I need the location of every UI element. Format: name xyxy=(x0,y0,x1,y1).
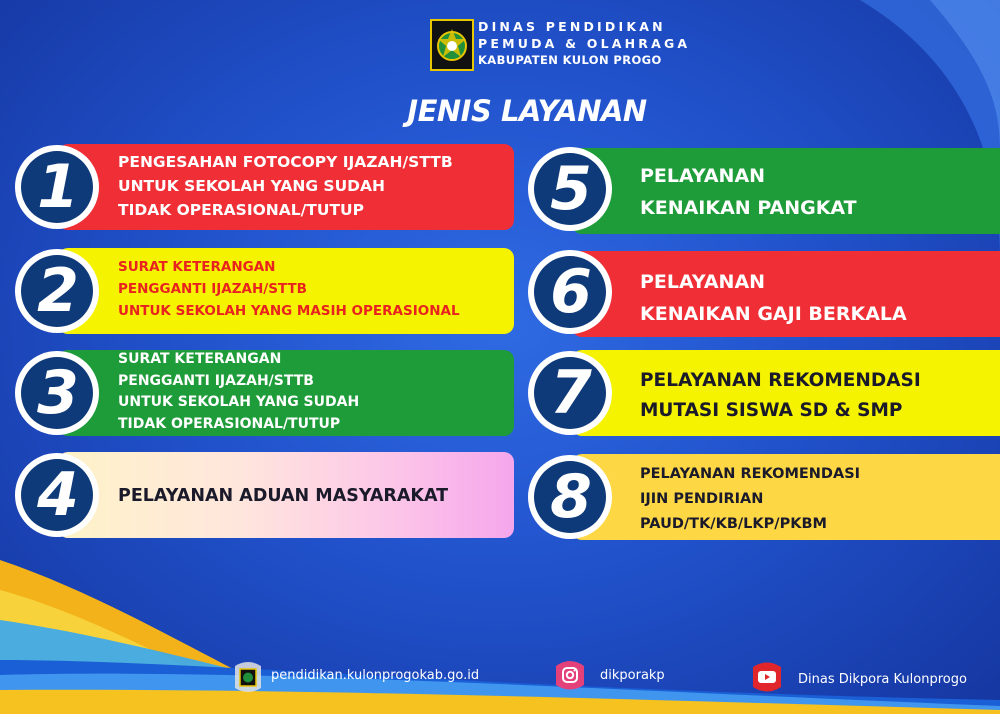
service-3-text xyxy=(118,349,359,435)
service-4-number: 4 xyxy=(37,460,77,530)
service-1-number-badge xyxy=(15,145,99,229)
service-2-line-2: PENGGANTI IJAZAH/STTB xyxy=(118,281,307,297)
service-4-line-1: PELAYANAN ADUAN MASYARAKAT xyxy=(118,486,449,506)
youtube-icon xyxy=(750,660,784,694)
service-8-line-3: PAUD/TK/KB/LKP/PKBM xyxy=(640,516,827,532)
service-2-text xyxy=(118,256,460,322)
service-8-line-2: IJIN PENDIRIAN xyxy=(640,491,764,507)
service-7-text xyxy=(640,366,921,426)
service-7-number: 7 xyxy=(550,358,590,428)
service-5-text xyxy=(640,160,857,224)
service-5-line-1: PELAYANAN xyxy=(640,165,766,187)
service-7-number-badge xyxy=(528,351,612,435)
service-3-line-2: PENGGANTI IJAZAH/STTB xyxy=(118,372,314,389)
service-4-number-badge xyxy=(15,453,99,537)
service-6-line-2: KENAIKAN GAJI BERKALA xyxy=(640,303,907,325)
instagram-handle[interactable]: dikporakp xyxy=(600,668,665,683)
service-3-number: 3 xyxy=(37,358,77,428)
header-line-1: DINAS PENDIDIKAN xyxy=(478,19,666,34)
service-6-text xyxy=(640,266,907,330)
service-5-number-badge xyxy=(528,147,612,231)
service-4-text xyxy=(118,484,448,508)
service-5-number: 5 xyxy=(550,154,590,224)
service-3-line-4: TIDAK OPERASIONAL/TUTUP xyxy=(118,415,341,432)
service-2-line-1: SURAT KETERANGAN xyxy=(118,259,276,275)
service-8-line-1: PELAYANAN REKOMENDASI xyxy=(640,466,861,482)
website-link[interactable]: pendidikan.kulonprogokab.go.id xyxy=(271,668,480,683)
youtube-channel[interactable]: Dinas Dikpora Kulonprogo xyxy=(798,672,967,687)
service-7-line-2: MUTASI SISWA SD & SMP xyxy=(640,400,903,421)
service-1-line-2: UNTUK SEKOLAH YANG SUDAH xyxy=(118,177,386,195)
service-3-line-3: UNTUK SEKOLAH YANG SUDAH xyxy=(118,394,360,410)
service-1-line-1: PENGESAHAN FOTOCOPY IJAZAH/STTB xyxy=(118,153,453,171)
service-5-line-2: KENAIKAN PANGKAT xyxy=(640,197,857,219)
service-3-number-badge xyxy=(15,351,99,435)
service-2-number-badge xyxy=(15,249,99,333)
emblem-icon xyxy=(231,660,265,694)
service-2-line-3: UNTUK SEKOLAH YANG MASIH OPERASIONAL xyxy=(118,303,460,319)
service-6-number-badge xyxy=(528,250,612,334)
service-6-line-1: PELAYANAN xyxy=(640,271,766,293)
service-7-line-1: PELAYANAN REKOMENDASI xyxy=(640,370,921,391)
service-6-number: 6 xyxy=(550,257,590,327)
instagram-icon xyxy=(553,658,587,692)
service-3-line-1: SURAT KETERANGAN xyxy=(118,351,282,367)
service-8-number-badge xyxy=(528,455,612,539)
header-line-3: KABUPATEN KULON PROGO xyxy=(478,53,662,67)
page-title: JENIS LAYANAN xyxy=(407,94,647,128)
service-2-number: 2 xyxy=(37,256,77,326)
service-8-number: 8 xyxy=(550,462,590,532)
service-1-line-3: TIDAK OPERASIONAL/TUTUP xyxy=(118,201,364,219)
service-8-text xyxy=(640,462,860,537)
header-line-2: PEMUDA & OLAHRAGA xyxy=(478,36,691,51)
service-1-number: 1 xyxy=(37,152,77,222)
service-1-text xyxy=(118,150,453,222)
kulon-progo-emblem-logo xyxy=(430,19,474,71)
